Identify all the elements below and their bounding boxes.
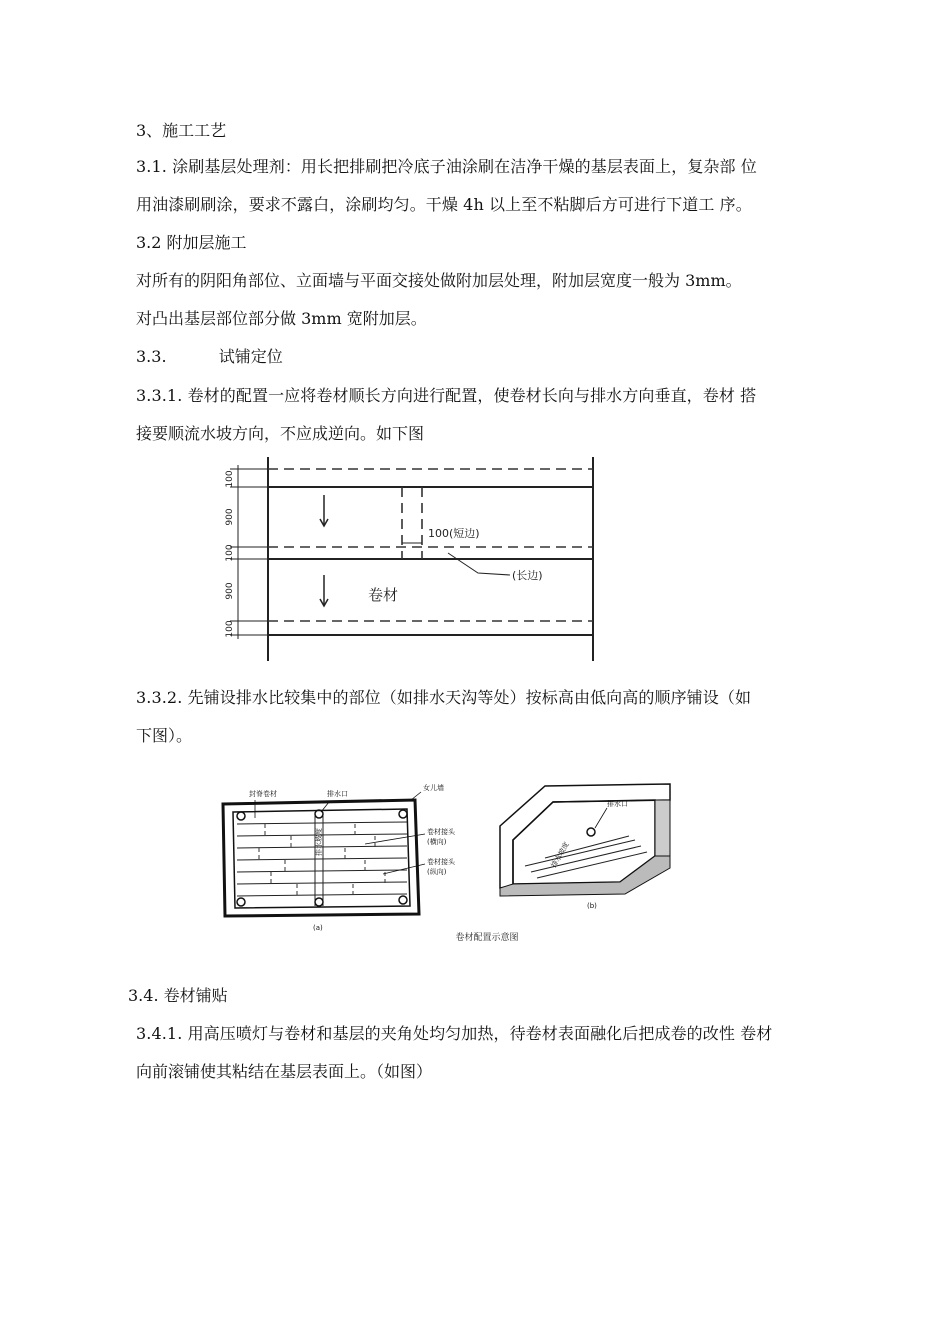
s33-number: 3.3. bbox=[136, 347, 167, 366]
roll-label: 卷材 bbox=[368, 586, 399, 604]
long-edge-label: (长边) bbox=[512, 569, 543, 582]
long-edge-leader bbox=[448, 553, 510, 575]
label-joint-2: 卷材接头 bbox=[427, 858, 455, 866]
dim-label-2: 900 bbox=[225, 508, 235, 526]
dim-label-1: 100 bbox=[225, 470, 235, 488]
roll-configuration-figure bbox=[215, 778, 675, 948]
dim-label-3: 100 bbox=[225, 544, 235, 562]
label-drain-b: 排水口 bbox=[607, 800, 628, 808]
s341-line2: 向前滚铺使其粘结在基层表面上。（如图） bbox=[136, 1062, 433, 1081]
s32-heading: 3.2 附加层施工 bbox=[136, 233, 247, 252]
label-drain-a: 排水口 bbox=[327, 790, 348, 798]
label-joint-1: 卷材接头 bbox=[427, 828, 455, 836]
s331-line2: 接要顺流水坡方向，不应成逆向。如下图 bbox=[136, 424, 425, 443]
short-edge-label: 100(短边) bbox=[428, 527, 480, 540]
s33-title: 试铺定位 bbox=[218, 347, 283, 366]
dim-label-5: 100 bbox=[225, 620, 235, 638]
label-ridge-roll: 封脊卷材 bbox=[249, 790, 277, 798]
label-view-b: (b) bbox=[587, 902, 597, 910]
label-joint-2-dir: (纵向) bbox=[427, 868, 447, 876]
s331-line1: 3.3.1. 卷材的配置一应将卷材顺长方向进行配置，使卷材长向与排水方向垂直，卷材 搭 bbox=[136, 386, 757, 405]
section-3-heading: 3、施工工艺 bbox=[136, 121, 227, 140]
s31-line2: 用油漆刷刷涂，要求不露白，涂刷均匀。干燥 4h 以上至不粘脚后方可进行下道工 序。 bbox=[136, 195, 752, 214]
s32-line2: 对凸出基层部位部分做 3mm 宽附加层。 bbox=[136, 309, 427, 328]
label-joint-1-dir: (横向) bbox=[427, 838, 447, 846]
label-slope-a: 排水坡度 bbox=[315, 828, 323, 856]
s332-line1: 3.3.2. 先铺设排水比较集中的部位（如排水天沟等处）按标高由低向高的顺序铺设（如 bbox=[136, 688, 752, 707]
s34-heading: 3.4. 卷材铺贴 bbox=[128, 986, 228, 1005]
s332-line2: 下图）。 bbox=[136, 726, 193, 745]
plan-view-a bbox=[223, 783, 456, 932]
s341-line1: 3.4.1. 用高压喷灯与卷材和基层的夹角处均匀加热，待卷材表面融化后把成卷的改性 卷材 bbox=[136, 1024, 773, 1043]
s33-heading bbox=[136, 346, 283, 368]
roll-layout-figure bbox=[210, 455, 630, 665]
dim-label-4: 900 bbox=[225, 582, 235, 600]
s31-line1: 3.1. 涂刷基层处理剂：用长把排刷把冷底子油涂刷在洁净干燥的基层表面上，复杂部 位 bbox=[136, 157, 757, 176]
perspective-view-b bbox=[500, 784, 670, 910]
figure-caption: 卷材配置示意图 bbox=[455, 933, 519, 943]
label-parapet: 女儿墙 bbox=[423, 784, 444, 792]
s32-line1: 对所有的阴阳角部位、立面墙与平面交接处做附加层处理，附加层宽度一般为 3mm。 bbox=[136, 271, 742, 290]
label-view-a: (a) bbox=[313, 924, 323, 932]
label-slope-b: 排水坡度 bbox=[549, 840, 571, 869]
